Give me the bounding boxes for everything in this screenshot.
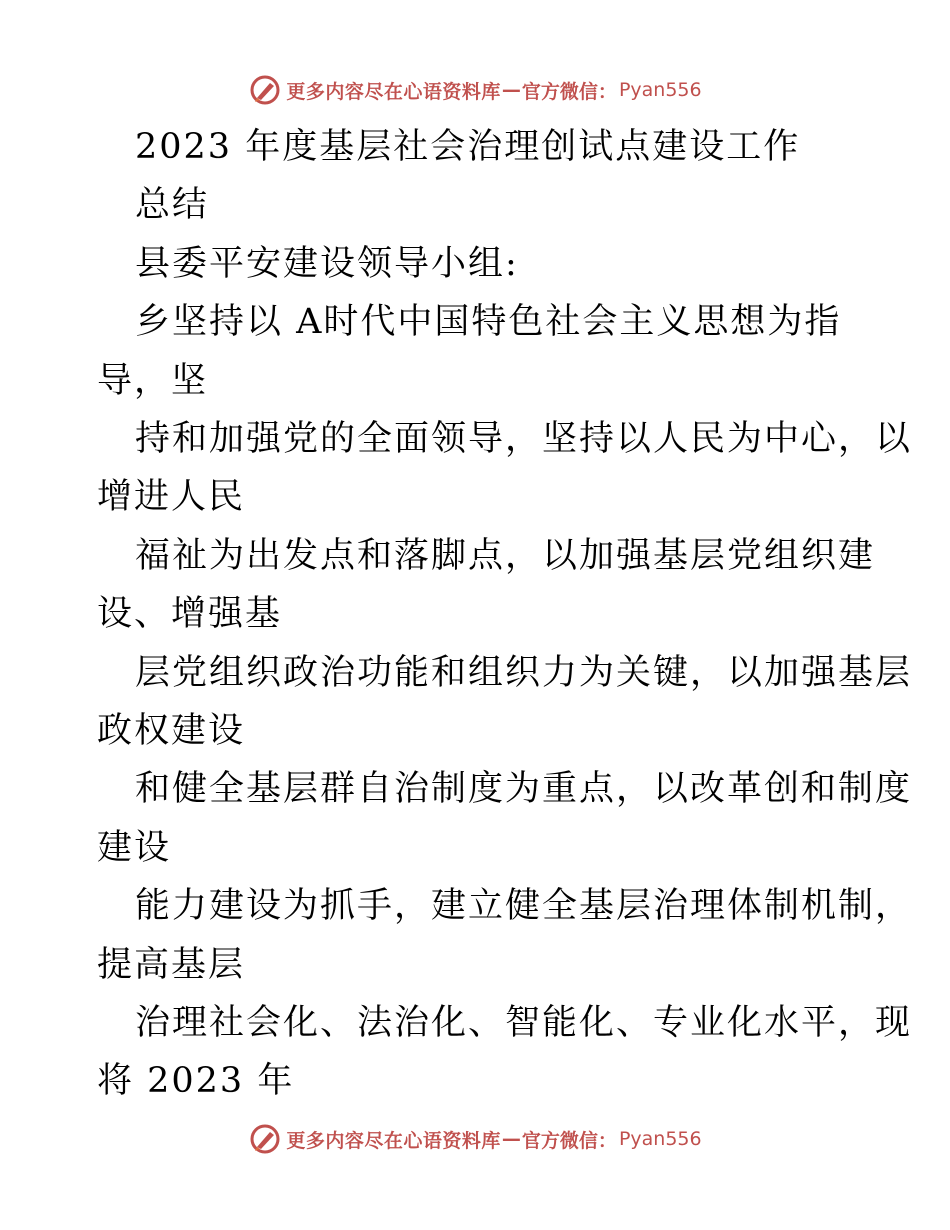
- pen-circle-logo-icon: [248, 1122, 282, 1156]
- document-text-line: 建设: [97, 828, 172, 868]
- watermark-wechat-label: 官方微信：: [521, 1129, 617, 1152]
- watermark-wechat-id: Pyan556: [618, 79, 702, 101]
- watermark-wechat-id: Pyan556: [618, 1128, 702, 1150]
- document-text-line: 提高基层: [97, 945, 246, 985]
- watermark-wechat-label: 官方微信：: [521, 80, 617, 103]
- document-text-line: 政权建设: [97, 711, 246, 751]
- watermark-site-text: 更多内容尽在心语资料库: [286, 80, 501, 103]
- document-text-line: 治理社会化、法治化、智能化、专业化水平，现: [135, 1003, 913, 1043]
- document-text-line: 能力建设为抓手，建立健全基层治理体制机制，: [135, 886, 913, 926]
- watermark-banner-bottom: [0, 1119, 950, 1159]
- document-title-line-2: 总结: [135, 185, 210, 225]
- watermark-separator: —: [501, 1128, 521, 1150]
- document-text-line: 福祉为出发点和落脚点，以加强基层党组织建: [135, 536, 876, 576]
- document-addressee: 县委平安建设领导小组:: [135, 244, 519, 284]
- document-text-line: 设、增强基: [97, 594, 283, 634]
- watermark-site-text: 更多内容尽在心语资料库: [286, 1129, 501, 1152]
- document-text-line: 持和加强党的全面领导，坚持以人民为中心，以: [135, 419, 913, 459]
- document-text-line: 导，坚: [97, 361, 209, 401]
- document-text-line: 乡坚持以 A时代中国特色社会主义思想为指: [135, 302, 842, 342]
- document-text-line: 将 2023 年: [97, 1061, 295, 1101]
- document-title-line-1: 2023 年度基层社会治理创试点建设工作: [135, 127, 801, 167]
- document-text-line: 和健全基层群自治制度为重点，以改革创和制度: [135, 769, 913, 809]
- document-text-line: 增进人民: [97, 477, 246, 517]
- watermark-separator: —: [501, 79, 521, 101]
- document-text-line: 层党组织政治功能和组织力为关键，以加强基层: [135, 653, 913, 693]
